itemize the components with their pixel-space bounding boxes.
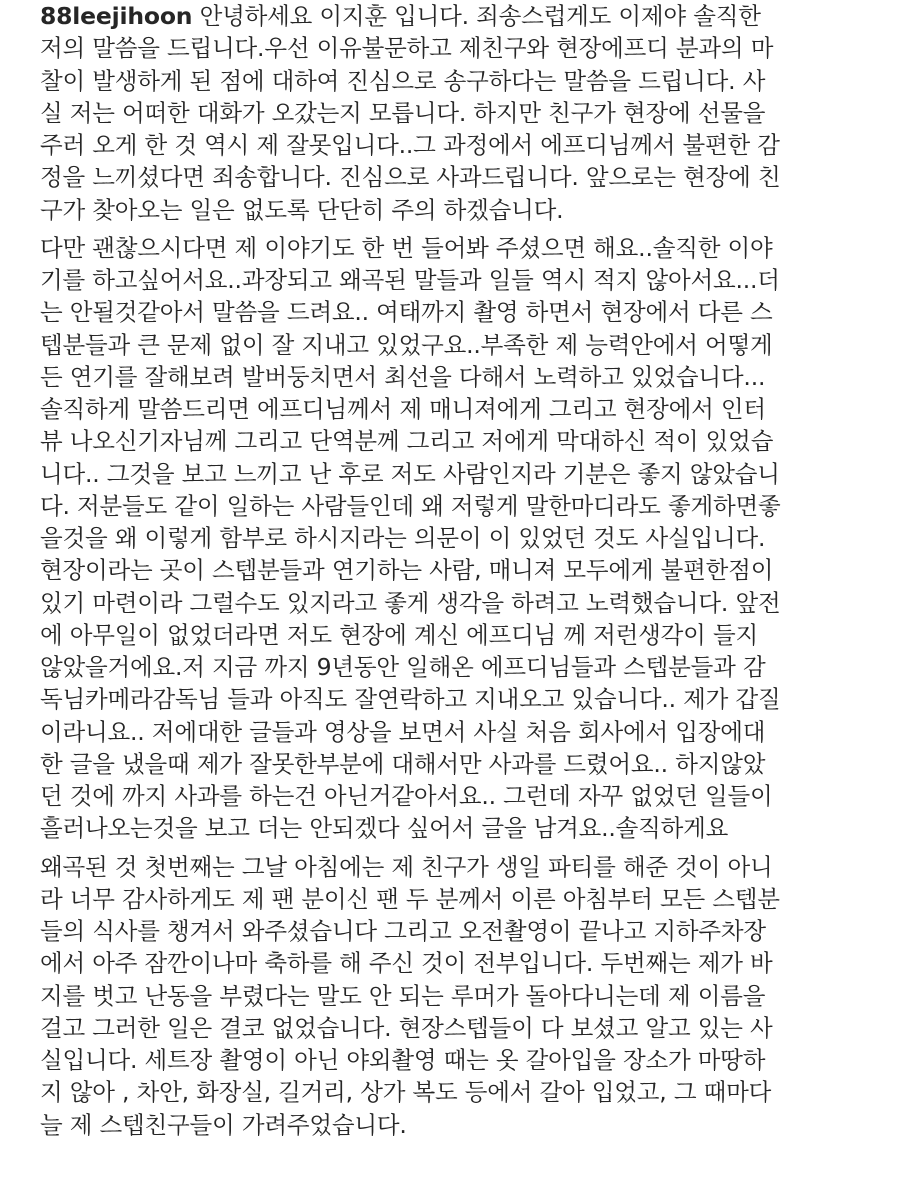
- caption-line: 는 안될것같아서 말씀을 드려요.. 여태까지 촬영 하면서 현장에서 다른 스: [40, 298, 773, 327]
- caption-line: 왜곡된 것 첫번째는 그날 아침에는 제 친구가 생일 파티를 해준 것이 아니: [40, 852, 773, 881]
- caption-line: 걸고 그러한 일은 결코 없었습니다. 현장스텝들이 다 보셨고 알고 있는 사: [40, 1013, 773, 1042]
- caption-line: 독님카메라감독님 들과 아직도 잘연락하고 지내오고 있습니다.. 제가 갑질: [40, 685, 781, 714]
- caption-line: 솔직하게 말씀드리면 에프디님께서 제 매니져에게 그리고 현장에서 인터: [40, 395, 766, 423]
- paragraph-1: [40, 32, 872, 226]
- caption-line: 이라니요.. 저에대한 글들과 영상을 보면서 사실 처음 회사에서 입장에대: [40, 717, 766, 746]
- username-link[interactable]: 88leejihoon: [40, 2, 193, 30]
- caption-line: 든 연기를 잘해보려 발버둥치면서 최선을 다해서 노력하고 있었습니다...: [40, 362, 766, 391]
- caption-line: 흘러나오는것을 보고 더는 안되겠다 싶어서 글을 남겨요..솔직하게요: [40, 814, 729, 843]
- caption-line: 구가 찾아오는 일은 없도록 단단히 주의 하겠습니다.: [40, 195, 564, 224]
- caption-line: 던 것에 까지 사과를 하는건 아닌거같아서요.. 그런데 자꾸 없었던 일들이: [40, 782, 773, 810]
- caption-line: 늘 제 스텝친구들이 가려주었습니다.: [40, 1110, 407, 1139]
- caption-line: 다만 괜찮으시다면 제 이야기도 한 번 들어봐 주셨으면 해요..솔직한 이야: [40, 233, 773, 262]
- caption-line: 니다.. 그것을 보고 느끼고 난 후로 저도 사람인지라 기분은 좋지 않았습니: [40, 459, 780, 488]
- caption-line: 있기 마련이라 그럴수도 있지라고 좋게 생각을 하려고 노력했습니다. 앞전: [40, 588, 781, 617]
- caption-line: 한 글을 냈을때 제가 잘못한부분에 대해서만 사과를 드렸어요.. 하지않았: [40, 749, 766, 778]
- caption-line: 뷰 나오신기자님께 그리고 단역분께 그리고 저에게 막대하신 적이 있었습: [40, 427, 774, 456]
- caption-text: 안녕하세요 이지훈 입니다. 죄송스럽게도 이제야 솔직한: [192, 2, 761, 30]
- caption-line: 을것을 왜 이렇게 함부로 하시지라는 의문이 이 있었던 것도 사실입니다.: [40, 524, 766, 552]
- caption-line: 기를 하고싶어서요..과장되고 왜곡된 말들과 일들 역시 적지 않아서요...더: [40, 266, 780, 294]
- caption-line: 에서 아주 잠깐이나마 축하를 해 주신 것이 전부입니다. 두번째는 제가 바: [40, 949, 773, 978]
- caption-line: 않았을거에요.저 지금 까지 9년동안 일해온 에프디님들과 스텝분들과 감: [40, 653, 766, 681]
- paragraph-3: [40, 851, 872, 1141]
- paragraph-2: [40, 232, 872, 845]
- caption-line: 에 아무일이 없었더라면 저도 현장에 계신 에프디님 께 저런생각이 들지: [40, 620, 758, 649]
- caption-line: 지 않아 , 차안, 화장실, 길거리, 상가 복도 등에서 갈아 입었고, 그 때마다: [40, 1078, 772, 1107]
- caption-line: 다. 저분들도 같이 일하는 사람들인데 왜 저렇게 말한마디라도 좋게하면좋: [40, 491, 781, 520]
- post-caption: [40, 0, 872, 1141]
- caption-line: 찰이 발생하게 된 점에 대하여 진심으로 송구하다는 말씀을 드립니다. 사: [40, 66, 766, 95]
- caption-line: 실입니다. 세트장 촬영이 아닌 야외촬영 때는 옷 갈아입을 장소가 마땅하: [40, 1046, 766, 1074]
- caption-line: 들의 식사를 챙겨서 와주셨습니다 그리고 오전촬영이 끝나고 지하주차장: [40, 917, 766, 945]
- caption-line: 실 저는 어떠한 대화가 오갔는지 모릅니다. 하지만 친구가 현장에 선물을: [40, 98, 766, 127]
- caption-line: 정을 느끼셨다면 죄송합니다. 진심으로 사과드립니다. 앞으로는 현장에 친: [40, 163, 781, 192]
- caption-line: 텝분들과 큰 문제 없이 잘 지내고 있었구요..부족한 제 능력안에서 어떻게: [40, 330, 773, 359]
- caption-first-line: [40, 0, 872, 32]
- caption-line: 지를 벗고 난동을 부렸다는 말도 안 되는 루머가 돌아다니는데 제 이름을: [40, 981, 766, 1010]
- caption-line: 주러 오게 한 것 역시 제 잘못입니다..그 과정에서 에프디님께서 불편한 감: [40, 131, 780, 159]
- caption-line: 저의 말씀을 드립니다.우선 이유불문하고 제친구와 현장에프디 분과의 마: [40, 34, 774, 63]
- caption-line: 현장이라는 곳이 스텝분들과 연기하는 사람, 매니져 모두에게 불편한점이: [40, 556, 774, 585]
- caption-line: 라 너무 감사하게도 제 팬 분이신 팬 두 분께서 이른 아침부터 모든 스텝분: [40, 884, 780, 913]
